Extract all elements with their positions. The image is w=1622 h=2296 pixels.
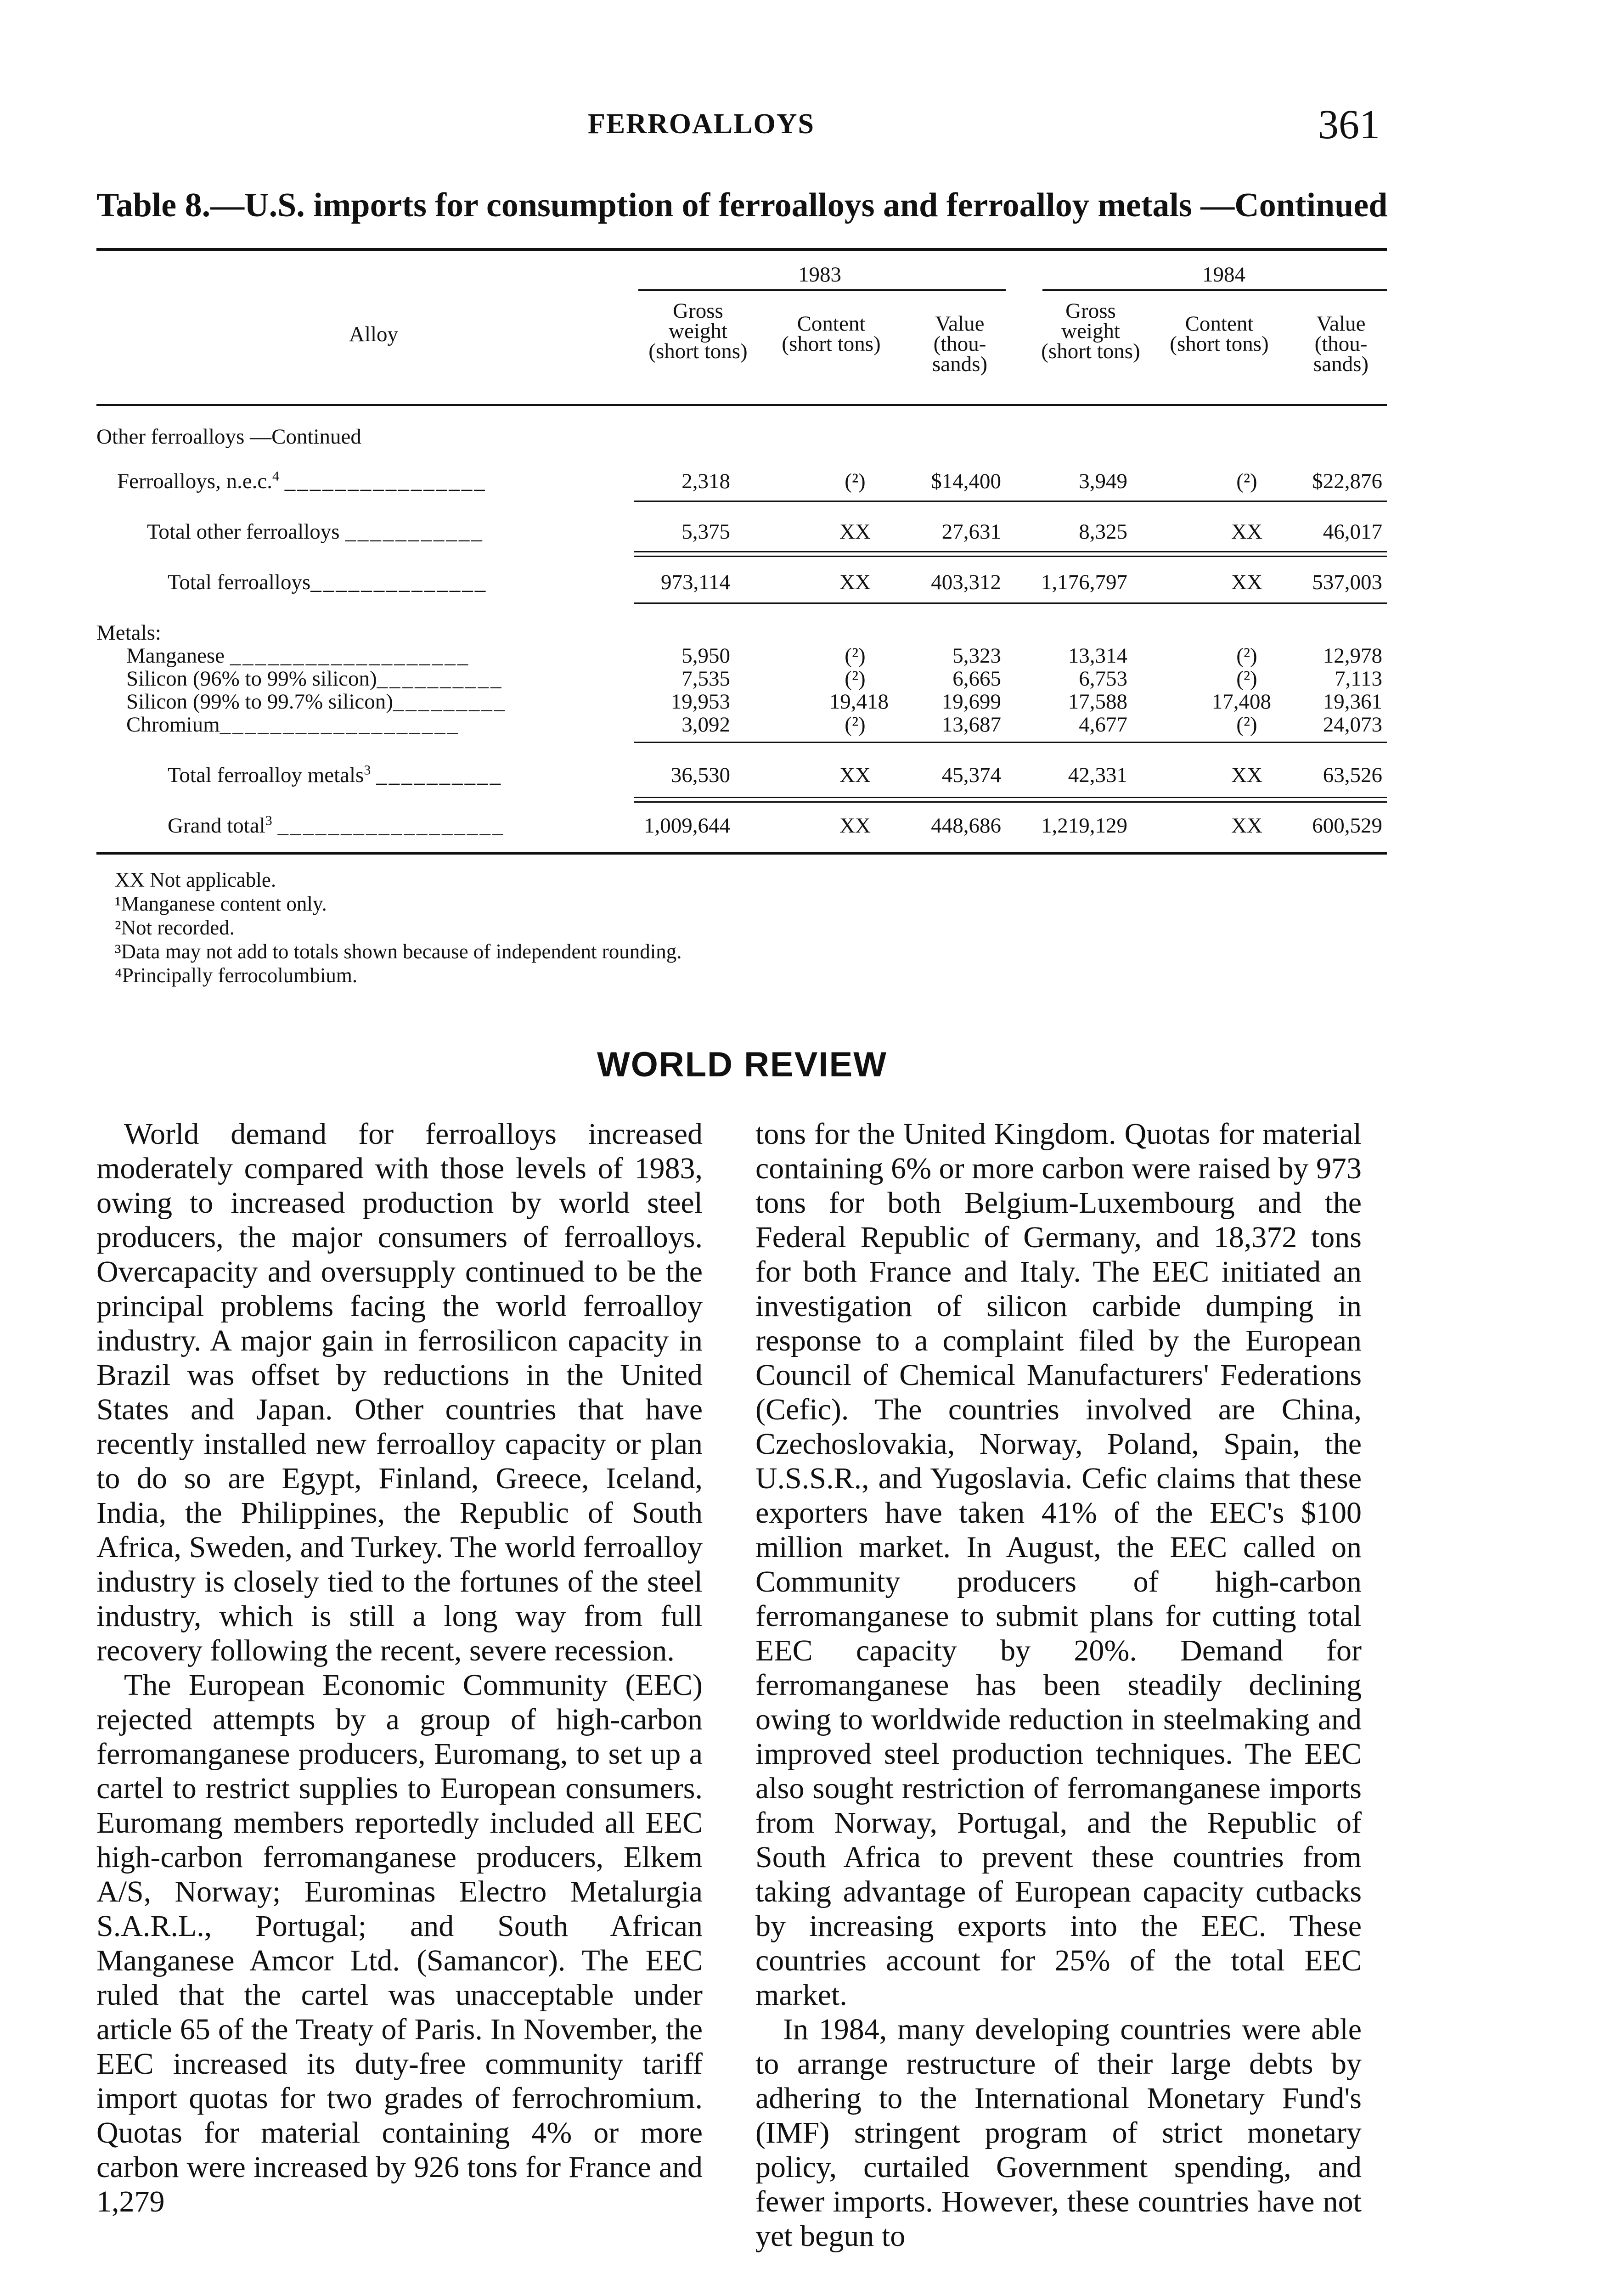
cell: 19,418 — [829, 690, 889, 714]
paragraph: tons for the United Kingdom. Quotas for material containing 6% or more carbon were raised by 973 tons for both Belgium-Luxembourg and the Federal Republic of Germany, and 18,372 tons for both France and Italy. The EEC initiated an investigation of silicon carbide dumping in response to a complaint filed by the European Council of Chemical Manufacturers' Federations (Cefic). The countries involved are China, Czechoslovakia, Norway, Poland, Spain, the U.S.S.R., and Yugoslavia. Cefic claims that these exporters have taken 41% of the EEC's $100 million market. In August, the EEC called on Community producers of high-carbon ferromanganese to submit plans for cutting total EEC capacity by 20%. Demand for ferromanganese has been steadily declining owing to worldwide reduction in steelmaking and improved steel production techniques. The EEC also sought restriction of ferromanganese imports from Norway, Portugal, and the Republic of South Africa to prevent these countries from taking advantage of European capacity cutbacks by increasing exports into the EEC. These countries account for 25% of the total EEC market. — [755, 1117, 1362, 2012]
cell: 19,699 — [941, 690, 1001, 714]
cell: 7,113 — [1334, 667, 1382, 691]
text-column-right — [755, 1117, 1362, 2253]
alloy-header: Alloy — [349, 322, 399, 346]
sum-rule — [634, 797, 1387, 798]
sum-rule — [634, 501, 1387, 502]
cell: 46,017 — [1323, 520, 1382, 544]
cell: 448,686 — [931, 814, 1001, 838]
cell: (²) — [845, 713, 866, 737]
table-row-label: Silicon (96% to 99% silicon)__________ — [126, 667, 503, 691]
footnote: ²Not recorded. — [115, 916, 235, 939]
content-1984-header: Content (short tons) — [1170, 312, 1269, 356]
cell: XX — [839, 814, 871, 838]
table-bottom-rule — [96, 852, 1387, 855]
cell: 45,374 — [941, 763, 1001, 787]
cell: 13,687 — [941, 713, 1001, 737]
sum-rule — [634, 556, 1387, 557]
table-row-label: Manganese ___________________ — [126, 644, 470, 668]
cell: 1,009,644 — [644, 814, 730, 838]
table-row-label: Total other ferroalloys ___________ — [147, 520, 484, 544]
cell: 36,530 — [670, 763, 730, 787]
cell: $22,876 — [1312, 469, 1382, 493]
sum-rule — [634, 801, 1387, 803]
cell: (²) — [1236, 469, 1257, 493]
cell: (²) — [1236, 644, 1257, 668]
cell: 6,665 — [952, 667, 1001, 691]
footnote: ¹Manganese content only. — [115, 892, 327, 915]
cell: (²) — [1236, 667, 1257, 691]
year-1984-rule — [1042, 289, 1387, 291]
cell: $14,400 — [931, 469, 1001, 493]
value-1983-header: Value (thou- sands) — [932, 312, 988, 376]
cell: XX — [839, 570, 871, 594]
cell: 17,588 — [1068, 690, 1127, 714]
cell: 537,003 — [1312, 570, 1382, 594]
cell: 1,176,797 — [1041, 570, 1127, 594]
cell: 19,361 — [1323, 690, 1382, 714]
table-row-label: Ferroalloys, n.e.c.$^4$ ________________ — [117, 468, 487, 493]
table-row-label: Total ferroalloys______________ — [168, 570, 488, 594]
table-row-label: Grand total$^3$ __________________ — [168, 813, 505, 838]
cell: 973,114 — [660, 570, 730, 594]
cell: 3,949 — [1079, 469, 1127, 493]
table-title: Table 8.—U.S. imports for consumption of ferroalloys and ferroalloy metals —Continued — [96, 186, 1388, 224]
page-number: 361 — [1318, 102, 1380, 147]
section-other-ferroalloys: Other ferroalloys —Continued — [96, 425, 361, 449]
cell: 600,529 — [1312, 814, 1382, 838]
cell: XX — [1231, 570, 1262, 594]
cell: XX — [1231, 763, 1262, 787]
cell: 4,677 — [1079, 713, 1127, 737]
running-head: FERROALLOYS — [588, 108, 815, 140]
content-1983-header: Content (short tons) — [782, 312, 881, 356]
section-heading: WORLD REVIEW — [597, 1045, 887, 1084]
cell: 5,323 — [952, 644, 1001, 668]
cell: (²) — [845, 667, 866, 691]
table-row-label: Silicon (99% to 99.7% silicon)_________ — [126, 690, 507, 714]
cell: 24,073 — [1323, 713, 1382, 737]
year-1983-rule — [638, 289, 1006, 291]
cell: 7,535 — [681, 667, 730, 691]
cell: 403,312 — [931, 570, 1001, 594]
cell: 19,953 — [670, 690, 730, 714]
footnote: ³Data may not add to totals shown because of independent rounding. — [115, 940, 682, 963]
cell: 5,375 — [681, 520, 730, 544]
cell: 1,219,129 — [1041, 814, 1127, 838]
cell: 6,753 — [1079, 667, 1127, 691]
section-metals: Metals: — [96, 621, 161, 645]
footnote: ⁴Principally ferrocolumbium. — [115, 964, 358, 987]
cell: 3,092 — [681, 713, 730, 737]
cell: XX — [839, 763, 871, 787]
gross-weight-1984-header: Gross weight (short tons) — [1041, 299, 1140, 363]
gross-weight-1983-header: Gross weight (short tons) — [648, 299, 748, 363]
cell: 12,978 — [1323, 644, 1382, 668]
footnote: XX Not applicable. — [115, 868, 276, 891]
cell: 63,526 — [1323, 763, 1382, 787]
paragraph: The European Economic Community (EEC) rejected attempts by a group of high-carbon ferromanganese producers, Euromang, to set up a cartel to restrict supplies to European consumers. Euromang members reportedly included all EEC high-carbon ferromanganese producers, Elkem A/S, Norway; Eurominas Electro Metalurgia S.A.R.L., Portugal; and South African Manganese Amcor Ltd. (Samancor). The EEC ruled that the cartel was unacceptable under article 65 of the Treaty of Paris. In November, the EEC increased its duty-free community tariff import quotas for two grades of ferrochromium. Quotas for material containing 4% or more carbon were increased by 926 tons for France and 1,279 — [96, 1668, 703, 2218]
sum-rule — [634, 742, 1387, 743]
cell: 2,318 — [681, 469, 730, 493]
cell: 27,631 — [941, 520, 1001, 544]
year-1983-header: 1983 — [798, 263, 841, 287]
cell: XX — [1231, 814, 1262, 838]
cell: XX — [839, 520, 871, 544]
cell: (²) — [1236, 713, 1257, 737]
text-column-left — [96, 1117, 703, 2219]
cell: (²) — [845, 469, 866, 493]
cell: 42,331 — [1068, 763, 1127, 787]
sum-rule — [634, 602, 1387, 604]
cell: XX — [1231, 520, 1262, 544]
value-1984-header: Value (thou- sands) — [1313, 312, 1369, 376]
paragraph: In 1984, many developing countries were able to arrange restructure of their large debts by adhering to the International Monetary Fund's (IMF) stringent program of strict monetary policy, curtailed Government spending, and fewer imports. However, these countries have not yet begun to — [755, 2013, 1362, 2253]
header-bottom-rule — [96, 404, 1387, 406]
cell: 17,408 — [1211, 690, 1271, 714]
table-row-label: Total ferroalloy metals$^3$ __________ — [168, 762, 503, 787]
cell: 8,325 — [1079, 520, 1127, 544]
sum-rule — [634, 551, 1387, 552]
table-row-label: Chromium___________________ — [126, 713, 460, 737]
cell: (²) — [845, 644, 866, 668]
year-1984-header: 1984 — [1202, 263, 1245, 287]
cell: 5,950 — [681, 644, 730, 668]
cell: 13,314 — [1068, 644, 1127, 668]
paragraph: World demand for ferroalloys increased moderately compared with those levels of 1983, owing to increased production by world steel producers, the major consumers of ferroalloys. Overcapacity and oversupply continued to be the principal problems facing the world ferroalloy industry. A major gain in ferrosilicon capacity in Brazil was offset by reductions in the United States and Japan. Other countries that have recently installed new ferroalloy capacity or plan to do so are Egypt, Finland, Greece, Iceland, India, the Philippines, the Republic of South Africa, Sweden, and Turkey. The world ferroalloy industry is closely tied to the fortunes of the steel industry, which is still a long way from full recovery following the recent, severe recession. — [96, 1117, 703, 1667]
table-top-rule — [96, 248, 1387, 251]
